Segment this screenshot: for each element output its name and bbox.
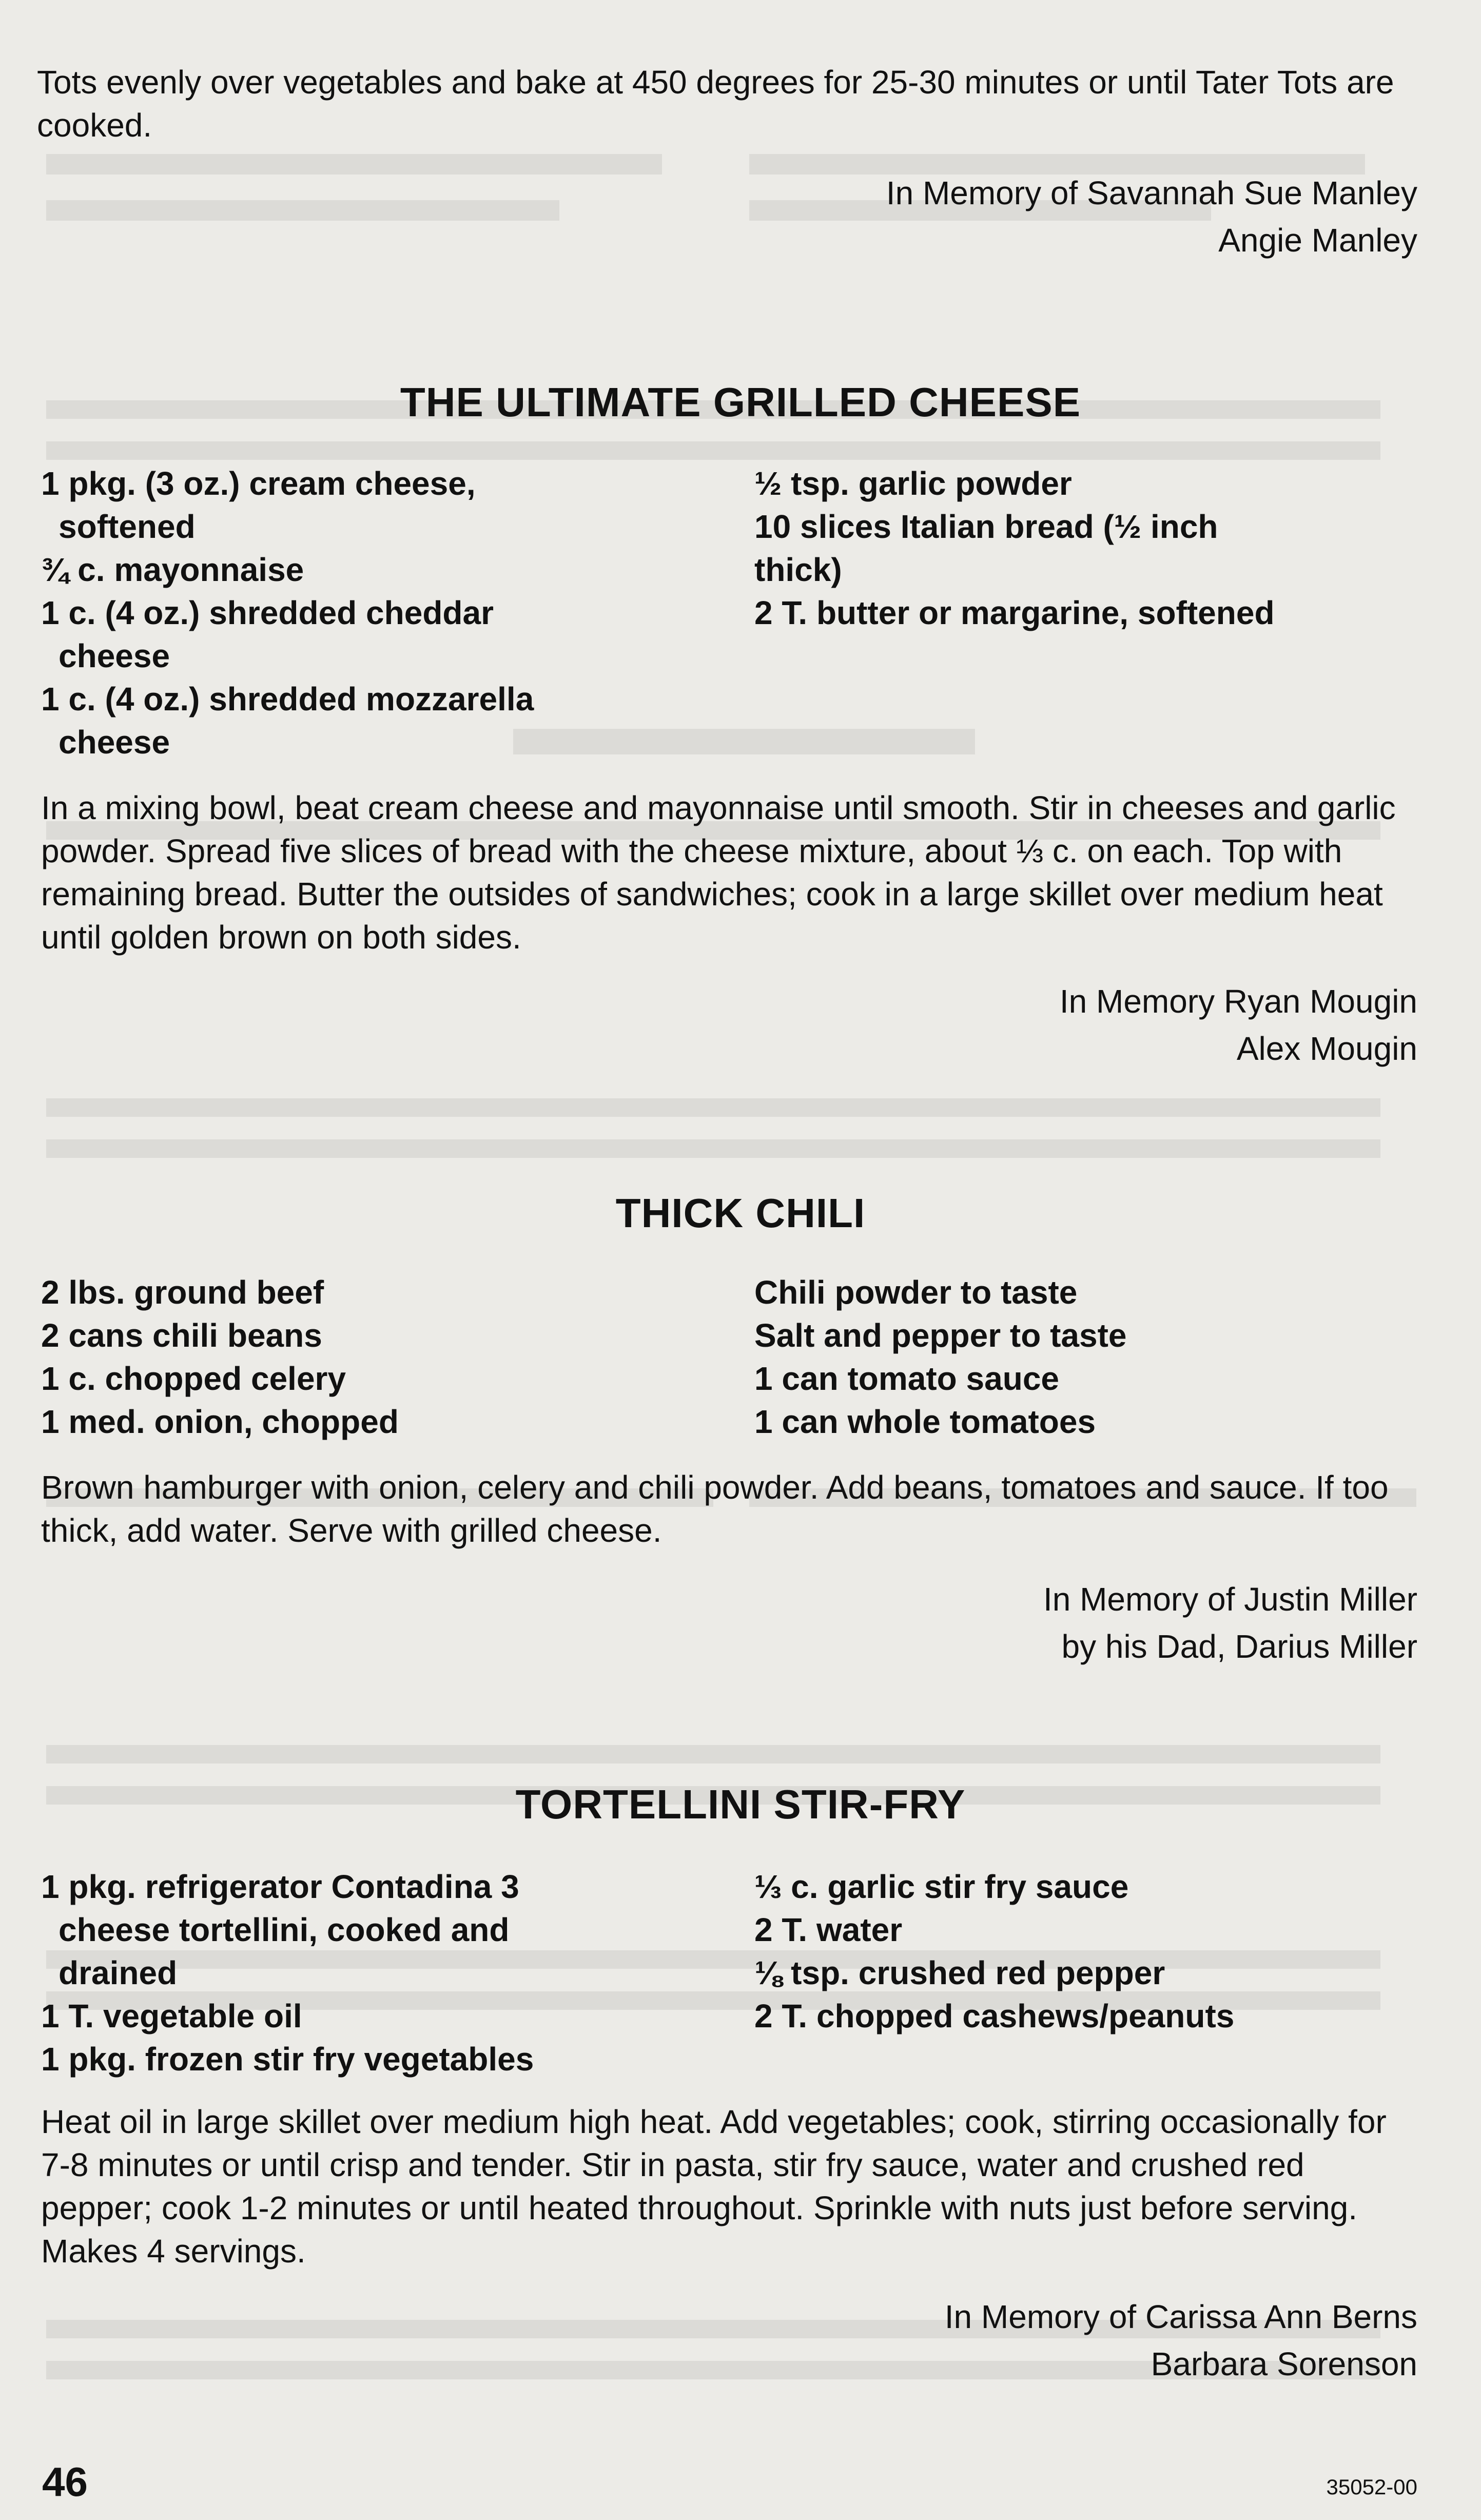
ingredient: 1 can tomato sauce: [754, 1360, 1059, 1397]
credit-line: In Memory of Savannah Sue Manley: [886, 175, 1417, 211]
credit-line: In Memory of Carissa Ann Berns: [944, 2298, 1417, 2335]
ingredient: 1 c. (4 oz.) shredded cheddar cheese: [41, 594, 494, 674]
ingredient-list-right: [754, 1271, 1432, 1443]
ingredient: 10 slices Italian bread (½ inch thick): [754, 505, 1432, 591]
recipe-title: THE ULTIMATE GRILLED CHEESE: [400, 379, 1081, 425]
ingredient: ¾ c. mayonnaise: [41, 551, 304, 588]
recipe-directions: In a mixing bowl, beat cream cheese and mayonnaise until smooth. Stir in cheeses and garlic powder. Spread five slices of bread with the cheese mixture, about ⅓ c. on each. Top with remaining bread. Butter the outsides of sandwiches; cook in a large skillet over medium heat until golden brown on both sides.: [41, 789, 1396, 956]
credit-line: Alex Mougin: [1236, 1030, 1417, 1067]
ingredient: 1 med. onion, chopped: [41, 1403, 399, 1440]
recipe-credit: [1060, 978, 1417, 1072]
ingredient: 1 T. vegetable oil: [41, 1998, 302, 2034]
credit-line: Angie Manley: [1218, 222, 1417, 259]
page-number: 46: [42, 2459, 88, 2505]
ingredient-list-right: [754, 1865, 1432, 2038]
ingredient: 2 T. chopped cashews/peanuts: [754, 1998, 1235, 2034]
ingredient: ⅓ c. garlic stir fry sauce: [754, 1868, 1129, 1905]
ingredient: Salt and pepper to taste: [754, 1317, 1127, 1354]
ingredient-list-left: [41, 462, 708, 764]
ingredient: 2 T. water: [754, 1911, 903, 1948]
ingredient: Chili powder to taste: [754, 1274, 1078, 1311]
recipe-credit: [1043, 1576, 1417, 1670]
ingredient: 1 c. chopped celery: [41, 1360, 346, 1397]
ingredient: 1 c. (4 oz.) shredded mozzarella cheese: [41, 681, 534, 761]
credit-line: In Memory of Justin Miller: [1043, 1581, 1417, 1618]
intro-credit: [886, 169, 1417, 264]
catalog-code: 35052-00: [1326, 2475, 1417, 2499]
credit-line: Barbara Sorenson: [1151, 2345, 1417, 2382]
ingredient-list-left: [41, 1271, 708, 1443]
ingredient: 1 can whole tomatoes: [754, 1403, 1096, 1440]
ingredient: 1 pkg. refrigerator Contadina 3 cheese tortellini, cooked and drained: [41, 1868, 519, 1991]
ingredient: 2 T. butter or margarine, softened: [754, 594, 1275, 631]
ingredient-list-right: [754, 462, 1432, 634]
intro-paragraph: Tots evenly over vegetables and bake at 450 degrees for 25-30 minutes or until Tater Tots are cooked.: [37, 64, 1394, 144]
ingredient: 1 pkg. (3 oz.) cream cheese, softened: [41, 465, 476, 545]
ingredient-list-left: [41, 1865, 708, 2081]
credit-line: In Memory Ryan Mougin: [1059, 983, 1417, 1020]
credit-line: by his Dad, Darius Miller: [1061, 1628, 1417, 1665]
ingredient: ½ tsp. garlic powder: [754, 465, 1072, 502]
recipe-title: THICK CHILI: [615, 1190, 866, 1236]
recipe-title: TORTELLINI STIR-FRY: [515, 1781, 966, 1827]
ingredient: 1 pkg. frozen stir fry vegetables: [41, 2041, 534, 2078]
ingredient: ⅛ tsp. crushed red pepper: [754, 1954, 1165, 1991]
ingredient: 2 cans chili beans: [41, 1317, 322, 1354]
recipe-credit: [945, 2293, 1417, 2388]
ingredient: 2 lbs. ground beef: [41, 1274, 324, 1311]
recipe-directions: Brown hamburger with onion, celery and chili powder. Add beans, tomatoes and sauce. If too thick, add water. Serve with grilled cheese.: [41, 1469, 1389, 1549]
recipe-directions: Heat oil in large skillet over medium high heat. Add vegetables; cook, stirring occasionally for 7-8 minutes or until crisp and tender. Stir in pasta, stir fry sauce, water and crushed red pepper; cook 1-2 minutes or until heated throughout. Sprinkle with nuts just before serving. Makes 4 servings.: [41, 2103, 1387, 2270]
ingredient-cont: thick): [754, 551, 842, 588]
